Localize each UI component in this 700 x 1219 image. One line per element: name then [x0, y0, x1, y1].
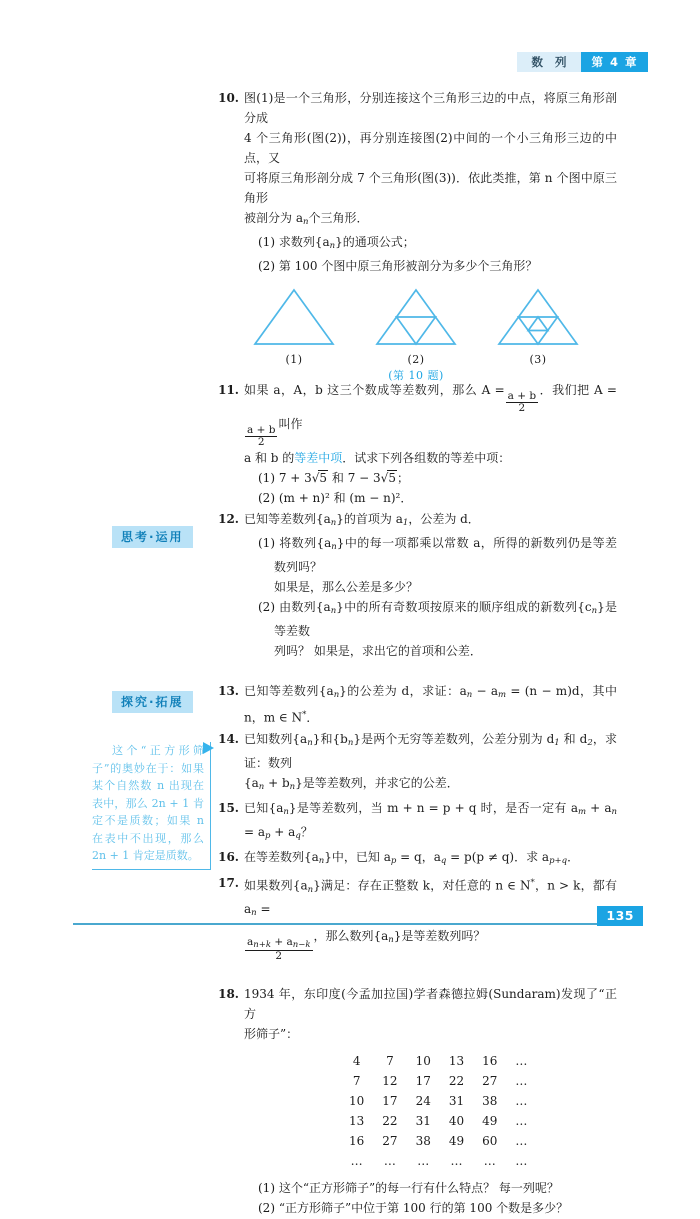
problem-18 — [215, 984, 617, 1218]
figure-1-caption: (1) — [285, 353, 303, 367]
figure-2 — [373, 286, 459, 366]
sieve-table-cell: 10 — [349, 1093, 365, 1108]
sieve-table-cell: … — [450, 1153, 463, 1168]
section-tag-explore-extend: 探究·拓展 — [112, 691, 193, 713]
figure-3 — [495, 286, 581, 366]
sundaram-sieve-table — [340, 1051, 536, 1171]
problem-11-body — [244, 380, 617, 508]
problem-11-sub-1: (1) 7 + 3√5 和 7 − 3√5； — [258, 470, 409, 485]
sieve-table-cell: … — [515, 1053, 528, 1068]
sieve-table-cell: 16 — [482, 1053, 498, 1068]
sieve-table-row — [340, 1071, 536, 1091]
problem-15-body: 已知{an}是等差数列，当 m + n = p + q 时，是否一定有 am + an = ap + aq？ — [244, 801, 617, 842]
sieve-table-cell: 40 — [448, 1113, 465, 1128]
problem-17-number: 17. — [218, 875, 239, 890]
problem-10-body — [244, 88, 617, 276]
figure-1 — [251, 286, 337, 366]
footer-divider — [73, 923, 643, 925]
problem-13 — [215, 681, 617, 728]
problem-10-sub-2: (2) 第 100 个图中原三角形被剖分为多少个三角形？ — [258, 259, 538, 274]
problem-12-line-1: 已知等差数列{an}的首项为 a1，公差为 d． — [244, 511, 480, 528]
sieve-table-row — [340, 1111, 536, 1131]
sieve-table-cell: … — [515, 1133, 528, 1148]
fraction-a-plus-b-over-2: $\frac{a + b}{2}$ — [507, 389, 537, 414]
problem-10-line-4: 被剖分为 an个三角形． — [244, 211, 369, 228]
problem-18-number: 18. — [218, 987, 239, 1002]
problem-18-body — [244, 984, 617, 1218]
problem-16-number: 16. — [218, 850, 239, 865]
sieve-table-cell: 10 — [415, 1053, 431, 1068]
problem-17 — [215, 873, 617, 963]
sieve-table-cell: 49 — [448, 1133, 465, 1148]
sieve-table-cell: 13 — [349, 1113, 365, 1128]
sieve-table-cell: … — [515, 1113, 528, 1128]
sieve-table-cell: 27 — [482, 1073, 498, 1088]
triangle-figure-3-svg — [495, 286, 581, 348]
figure-group-title: (第 10 题) — [388, 369, 444, 383]
problem-12 — [215, 509, 617, 661]
problem-10-figures — [215, 286, 617, 383]
problem-11-line-2: a 和 b 的等差中项．试求下列各组数的等差中项： — [244, 450, 511, 465]
problem-16-body: 在等差数列{an}中，已知 ap = q，aq = p(p ≠ q)．求 ap+q． — [244, 850, 580, 867]
term-arithmetic-mean: 等差中项 — [294, 450, 343, 465]
problem-16 — [215, 847, 617, 871]
problem-12-sub-2: (2) 由数列{an}中的所有奇数项按原来的顺序组成的新数列{cn}是等差数 — [258, 600, 617, 639]
sieve-table-cell: 7 — [352, 1073, 361, 1088]
problem-10-line-1: 图(1)是一个三角形，分别连接这个三角形三边的中点，将原三角形剖分成 — [244, 91, 617, 125]
sieve-table-cell: 31 — [448, 1093, 465, 1108]
sieve-table-row — [340, 1091, 536, 1111]
sieve-table-cell: … — [417, 1153, 430, 1168]
problem-11-number: 11. — [218, 383, 239, 398]
triangle-figure-1-svg — [251, 286, 337, 348]
problem-18-line-1: 1934 年，东印度(今孟加拉国)学者森德拉姆(Sundaram)发现了“正方 — [244, 987, 617, 1022]
page-header — [517, 52, 648, 72]
sieve-table-cell: 22 — [382, 1113, 398, 1128]
problem-15-number: 15. — [218, 801, 239, 816]
problem-13-number: 13. — [218, 684, 239, 699]
problem-12-number: 12. — [218, 511, 239, 526]
header-chapter-title: 数 列 — [517, 52, 581, 72]
problem-12-sub-1-cont: 如果是，那么公差是多少？ — [274, 580, 419, 594]
problem-11-line-1: 如果 a，A，b 这三个数成等差数列，那么 A = $\frac{a + b}{2}$ ．我们把 A = $\frac{a + b}{2}$ 叫作 — [244, 383, 617, 448]
sieve-table-cell: 31 — [415, 1113, 431, 1128]
problem-15 — [215, 798, 617, 846]
side-note-text: 这个“正方形筛子”的奥妙在于：如果某个自然数 n 出现在表中，那么 2n + 1 肯定不是质数；如果 n 在表中不出现，那么 2n + 1 肯定是质数。 — [92, 742, 211, 870]
sieve-table-cell: … — [515, 1093, 528, 1108]
problem-10 — [215, 88, 617, 276]
problem-18-line-2: 形筛子”： — [244, 1027, 299, 1042]
fraction-a-plus-b-over-2-second: $\frac{a + b}{2}$ — [247, 423, 276, 448]
problem-11-sub-2: (2) (m + n)² 和 (m − n)²． — [258, 490, 413, 505]
problem-14 — [215, 729, 617, 797]
sieve-table-cell: … — [483, 1153, 496, 1168]
sieve-table-cell: 49 — [482, 1113, 498, 1128]
sieve-table-cell: 38 — [415, 1133, 431, 1148]
sieve-table-cell: 12 — [382, 1073, 398, 1088]
problem-12-body — [244, 509, 617, 661]
problem-12-sub-1: (1) 将数列{an}中的每一项都乘以常数 a，所得的新数列仍是等差数列吗？ — [258, 535, 617, 574]
sieve-table-cell: … — [515, 1153, 528, 1168]
page-number: 135 — [597, 906, 643, 926]
sieve-table-row — [340, 1131, 536, 1151]
side-note-arrow-icon — [203, 742, 214, 754]
problem-13-body: 已知等差数列{an}的公差为 d，求证：an − am = (n − m)d，其中 n，m ∈ N*． — [244, 684, 617, 725]
sieve-table-cell: 4 — [352, 1053, 361, 1068]
problem-12-sub-2-cont: 列吗？ 如果是，求出它的首项和公差． — [274, 644, 482, 659]
sieve-table-body — [340, 1051, 536, 1171]
sieve-table-row — [340, 1151, 536, 1171]
problem-10-line-3: 可将原三角形剖分成 7 个三角形(图(3))．依此类推，第 n 个图中原三角形 — [244, 171, 617, 205]
problem-11 — [215, 380, 617, 508]
problem-10-sub-1: (1) 求数列{an}的通项公式； — [258, 235, 415, 252]
sieve-table-row — [340, 1051, 536, 1071]
figure-2-caption: (2) — [407, 353, 425, 367]
figure-3-caption: (3) — [529, 353, 547, 367]
header-chapter-number: 第 4 章 — [581, 52, 648, 72]
sieve-table-cell: … — [515, 1073, 528, 1088]
section-tag-thinking-applying: 思考·运用 — [112, 526, 193, 548]
triangle-figure-2-svg — [373, 286, 459, 348]
problem-17-body — [244, 873, 617, 963]
sieve-table-cell: 16 — [349, 1133, 365, 1148]
problem-14-number: 14. — [218, 731, 239, 746]
problem-17-line-1: 如果数列{an}满足：存在正整数 k，对任意的 n ∈ N*，n > k，都有 an = — [244, 877, 617, 919]
sieve-table-cell: 60 — [482, 1133, 498, 1148]
sieve-table-cell: 22 — [448, 1073, 465, 1088]
sieve-table-cell: 7 — [386, 1053, 394, 1068]
content-column — [215, 88, 617, 1219]
sieve-table-cell: 13 — [448, 1053, 465, 1068]
sieve-table-cell: 27 — [382, 1133, 398, 1148]
sieve-table-cell: 38 — [482, 1093, 498, 1108]
problem-14-line-2: {an + bn}是等差数列，并求它的公差． — [244, 776, 459, 793]
problem-10-number: 10. — [218, 91, 239, 105]
problem-10-line-2: 4 个三角形(图(2))，再分别连接图(2)中间的一个小三角形三边的中点，又 — [244, 131, 617, 165]
problem-18-sub-1: (1) 这个“正方形筛子”的每一行有什么特点？ 每一列呢？ — [258, 1181, 559, 1196]
problem-17-line-2: $\frac{a_{n+k} + a_{n-k}}{2}$ ，那么数列{an}是等差数列吗？ — [247, 929, 486, 963]
problem-14-body — [244, 729, 617, 797]
sieve-table-cell: … — [383, 1153, 396, 1168]
problem-14-line-1: 已知数列{an}和{bn}是两个无穷等差数列，公差分别为 d1 和 d2，求证：数列 — [244, 731, 617, 771]
fraction-an-plus-k-over-2: $\frac{a_{n+k} + a_{n-k}}{2}$ — [247, 936, 311, 963]
sieve-table-cell: 17 — [382, 1093, 398, 1108]
sieve-table-cell: 17 — [415, 1073, 431, 1088]
sieve-table-cell: 24 — [415, 1093, 431, 1108]
problem-18-sub-2: (2) “正方形筛子”中位于第 100 行的第 100 个数是多少？ — [258, 1201, 569, 1216]
sieve-table-cell: … — [350, 1153, 363, 1168]
